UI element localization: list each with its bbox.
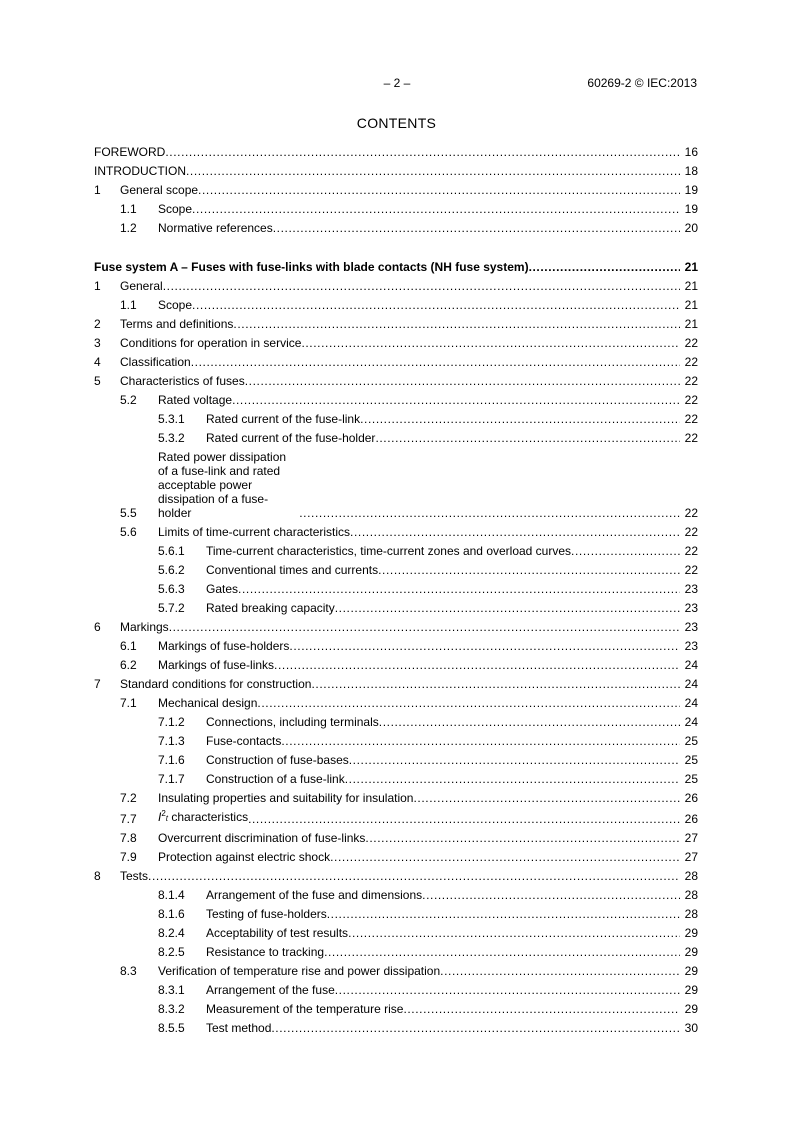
toc-entry-number: 7.1 — [120, 696, 137, 710]
toc-entry-page: 26 — [684, 812, 698, 826]
toc-dot-leader — [365, 831, 680, 845]
toc-dot-leader — [379, 715, 680, 729]
toc-entry-title: Testing of fuse-holders — [206, 907, 327, 921]
toc-entry-title: Acceptability of test results — [206, 926, 349, 940]
toc-entry[interactable] — [94, 658, 698, 677]
i2t-symbol-superscript: 2 — [161, 809, 166, 818]
document-reference: 60269-2 © IEC:2013 — [587, 76, 697, 90]
toc-entry[interactable] — [94, 355, 698, 374]
toc-entry[interactable] — [94, 869, 698, 888]
toc-entry-page: 22 — [684, 431, 698, 445]
toc-entry-title: Measurement of the temperature rise — [206, 1002, 404, 1016]
toc-entry-title: Verification of temperature rise and power dissipation — [158, 964, 441, 978]
toc-entry-title: Insulating properties and suitability for insulation — [158, 791, 414, 805]
toc-dot-leader — [349, 753, 680, 767]
toc-entry-number: 8.2.5 — [158, 945, 185, 959]
toc-entry-number: 5.5 — [120, 506, 137, 520]
toc-dot-leader — [233, 317, 680, 331]
toc-dot-leader — [335, 983, 680, 997]
toc-entry-page: 25 — [684, 734, 698, 748]
toc-entry-title: Fuse system A – Fuses with fuse-links with blade contacts (NH fuse system) — [94, 260, 529, 274]
toc-dot-leader — [335, 601, 680, 615]
toc-entry-number: 8.3.1 — [158, 983, 185, 997]
toc-entry-title: INTRODUCTION — [94, 164, 186, 178]
toc-entry-number: 1.2 — [120, 221, 137, 235]
toc-entry[interactable] — [94, 907, 698, 926]
toc-entry[interactable] — [94, 945, 698, 964]
toc-entry-page: 22 — [684, 393, 698, 407]
toc-entry-page: 28 — [684, 888, 698, 902]
toc-entry-title: Time-current characteristics, time-current zones and overload curves — [206, 544, 572, 558]
toc-entry[interactable] — [94, 431, 698, 450]
toc-entry-title: Rated current of the fuse-holder — [206, 431, 376, 445]
toc-entry-number: 8.1.4 — [158, 888, 185, 902]
toc-entry-page: 16 — [684, 145, 698, 159]
table-of-contents — [94, 145, 698, 1040]
toc-entry-number: 5 — [94, 374, 101, 388]
toc-entry-number: 7.9 — [120, 850, 137, 864]
toc-entry-title: Rated power dissipation of a fuse-link and rated acceptable power dissipation of a fuse-holder — [158, 450, 287, 520]
toc-section-gap — [94, 240, 698, 260]
toc-entry-title: Characteristics of fuses — [120, 374, 245, 388]
toc-entry[interactable] — [94, 164, 698, 183]
toc-entry[interactable] — [94, 831, 698, 850]
toc-entry-title — [158, 810, 248, 826]
toc-entry-page: 23 — [684, 620, 698, 634]
toc-entry-number: 3 — [94, 336, 101, 350]
toc-entry-title: Overcurrent discrimination of fuse-links — [158, 831, 366, 845]
toc-entry-page: 22 — [684, 506, 698, 520]
toc-entry[interactable] — [94, 374, 698, 393]
toc-dot-leader — [248, 812, 680, 826]
toc-entry-number: 8.1.6 — [158, 907, 185, 921]
toc-dot-leader — [311, 677, 680, 691]
toc-entry-number: 5.6.1 — [158, 544, 185, 558]
toc-entry[interactable] — [94, 734, 698, 753]
toc-dot-leader — [422, 888, 680, 902]
contents-title: CONTENTS — [356, 115, 437, 131]
toc-entry-number: 6.2 — [120, 658, 137, 672]
toc-entry-number: 7.1.2 — [158, 715, 185, 729]
toc-entry[interactable] — [94, 639, 698, 658]
toc-entry[interactable] — [94, 563, 698, 582]
toc-entry-page: 28 — [684, 869, 698, 883]
toc-dot-leader — [403, 1002, 680, 1016]
toc-entry-title: Classification — [120, 355, 191, 369]
toc-entry-title: General scope — [120, 183, 199, 197]
toc-dot-leader — [440, 964, 680, 978]
toc-entry-title: Markings — [120, 620, 169, 634]
i2t-symbol-base: I — [158, 810, 162, 824]
toc-entry-page: 29 — [684, 1002, 698, 1016]
toc-entry[interactable] — [94, 525, 698, 544]
toc-entry[interactable] — [94, 888, 698, 907]
toc-dot-leader — [257, 696, 680, 710]
toc-entry[interactable] — [94, 582, 698, 601]
toc-entry-page: 22 — [684, 563, 698, 577]
toc-entry-number: 5.3.2 — [158, 431, 185, 445]
toc-dot-leader — [232, 393, 680, 407]
toc-entry[interactable] — [94, 926, 698, 945]
toc-entry-title: Terms and definitions — [120, 317, 234, 331]
toc-dot-leader — [192, 202, 680, 216]
toc-entry-page: 19 — [684, 202, 698, 216]
toc-entry-title: Construction of fuse-bases — [206, 753, 349, 767]
toc-entry[interactable] — [94, 810, 698, 831]
toc-dot-leader — [571, 544, 680, 558]
toc-entry-number: 7.2 — [120, 791, 137, 805]
toc-entry-title: Markings of fuse-holders — [158, 639, 290, 653]
toc-entry[interactable] — [94, 393, 698, 412]
toc-entry[interactable] — [94, 317, 698, 336]
toc-entry-page: 22 — [684, 412, 698, 426]
toc-entry-page: 22 — [684, 355, 698, 369]
toc-entry-page: 29 — [684, 964, 698, 978]
toc-entry[interactable] — [94, 677, 698, 696]
toc-entry-number: 2 — [94, 317, 101, 331]
toc-dot-leader — [348, 926, 680, 940]
toc-entry[interactable] — [94, 850, 698, 869]
toc-entry-title: Mechanical design — [158, 696, 258, 710]
toc-entry-page: 26 — [684, 791, 698, 805]
toc-entry-page: 24 — [684, 677, 698, 691]
toc-entry-number: 6.1 — [120, 639, 137, 653]
toc-entry-number: 8.5.5 — [158, 1021, 185, 1035]
toc-entry-number: 8.3.2 — [158, 1002, 185, 1016]
toc-dot-leader — [413, 791, 680, 805]
toc-entry-page: 18 — [684, 164, 698, 178]
toc-dot-leader — [192, 298, 680, 312]
toc-dot-leader — [350, 525, 680, 539]
toc-entry-title: Rated current of the fuse-link — [206, 412, 361, 426]
toc-entry-number: 5.6.2 — [158, 563, 185, 577]
toc-dot-leader — [163, 279, 680, 293]
toc-entry-number: 6 — [94, 620, 101, 634]
toc-entry[interactable] — [94, 696, 698, 715]
toc-entry[interactable] — [94, 202, 698, 221]
toc-dot-leader — [375, 431, 680, 445]
toc-dot-leader — [378, 563, 680, 577]
toc-entry-title: Normative references — [158, 221, 273, 235]
toc-entry-number: 8 — [94, 869, 101, 883]
toc-entry-page: 28 — [684, 907, 698, 921]
toc-dot-leader — [238, 582, 680, 596]
toc-dot-leader — [301, 336, 680, 350]
toc-entry[interactable] — [94, 601, 698, 620]
toc-entry-page: 23 — [684, 639, 698, 653]
toc-dot-leader — [271, 1021, 680, 1035]
page-header — [0, 76, 793, 92]
toc-entry-page: 30 — [684, 1021, 698, 1035]
toc-entry-title: Gates — [206, 582, 239, 596]
toc-entry[interactable] — [94, 412, 698, 431]
toc-entry-page: 25 — [684, 772, 698, 786]
toc-entry[interactable] — [94, 753, 698, 772]
toc-entry-number: 1 — [94, 183, 101, 197]
toc-dot-leader — [289, 639, 680, 653]
toc-dot-leader — [345, 772, 680, 786]
toc-dot-leader — [191, 355, 680, 369]
toc-entry-page: 23 — [684, 582, 698, 596]
toc-dot-leader — [360, 412, 680, 426]
toc-entry-page: 29 — [684, 926, 698, 940]
toc-entry-title: Markings of fuse-links — [158, 658, 275, 672]
toc-entry-number: 7.1.3 — [158, 734, 185, 748]
toc-entry-title: Test method — [206, 1021, 272, 1035]
toc-entry-page: 22 — [684, 525, 698, 539]
toc-entry[interactable] — [94, 1002, 698, 1021]
toc-entry-number: 7.8 — [120, 831, 137, 845]
toc-entry[interactable] — [94, 260, 698, 279]
toc-entry-page: 21 — [684, 279, 698, 293]
toc-entry-title: Rated breaking capacity — [206, 601, 335, 615]
toc-entry[interactable] — [94, 145, 698, 164]
toc-entry[interactable] — [94, 983, 698, 1002]
toc-entry[interactable] — [94, 221, 698, 240]
toc-entry-page: 23 — [684, 601, 698, 615]
toc-entry-number: 5.6.3 — [158, 582, 185, 596]
toc-entry-number: 7 — [94, 677, 101, 691]
page-number: – 2 – — [383, 76, 411, 90]
toc-entry[interactable] — [94, 336, 698, 355]
toc-entry[interactable] — [94, 279, 698, 298]
toc-entry-page: 29 — [684, 983, 698, 997]
toc-entry[interactable] — [94, 544, 698, 563]
toc-dot-leader — [529, 260, 680, 274]
toc-entry-number: 4 — [94, 355, 101, 369]
toc-entry-page: 27 — [684, 831, 698, 845]
toc-entry[interactable] — [94, 964, 698, 983]
toc-dot-leader — [281, 734, 680, 748]
toc-entry-number: 5.3.1 — [158, 412, 185, 426]
toc-entry-number: 5.6 — [120, 525, 137, 539]
toc-entry-title: Rated voltage — [158, 393, 233, 407]
toc-entry-title-text: characteristics — [171, 810, 249, 824]
toc-entry-page: 29 — [684, 945, 698, 959]
toc-entry-title: Arrangement of the fuse — [206, 983, 335, 997]
toc-entry-page: 21 — [684, 260, 698, 274]
toc-entry-title: General — [120, 279, 163, 293]
toc-entry-page: 22 — [684, 544, 698, 558]
i2t-symbol-subscript: t — [165, 814, 169, 823]
toc-entry-title: Fuse-contacts — [206, 734, 282, 748]
toc-dot-leader — [274, 658, 680, 672]
toc-entry-page: 22 — [684, 374, 698, 388]
toc-entry-page: 22 — [684, 336, 698, 350]
toc-dot-leader — [169, 620, 680, 634]
toc-entry-number: 8.2.4 — [158, 926, 185, 940]
toc-entry-page: 25 — [684, 753, 698, 767]
toc-dot-leader — [324, 945, 680, 959]
toc-entry[interactable] — [94, 298, 698, 317]
toc-entry-number: 7.1.7 — [158, 772, 185, 786]
toc-entry-title: Scope — [158, 202, 193, 216]
toc-entry-title: FOREWORD — [94, 145, 166, 159]
toc-entry-title: Conditions for operation in service — [120, 336, 302, 350]
toc-entry[interactable] — [94, 620, 698, 639]
toc-entry-title: Resistance to tracking — [206, 945, 325, 959]
toc-entry-page: 20 — [684, 221, 698, 235]
toc-entry-title: Scope — [158, 298, 193, 312]
toc-entry-number: 7.1.6 — [158, 753, 185, 767]
toc-dot-leader — [148, 869, 680, 883]
toc-dot-leader — [273, 221, 680, 235]
toc-entry-number: 7.7 — [120, 812, 137, 826]
toc-entry-number: 1.1 — [120, 202, 137, 216]
toc-entry-page: 24 — [684, 715, 698, 729]
toc-dot-leader — [198, 183, 680, 197]
toc-dot-leader — [165, 145, 680, 159]
toc-entry-number: 1.1 — [120, 298, 137, 312]
toc-dot-leader — [186, 164, 680, 178]
toc-entry[interactable] — [94, 183, 698, 202]
toc-entry-number: 8.3 — [120, 964, 137, 978]
toc-entry-title: Standard conditions for construction — [120, 677, 312, 691]
toc-entry-number: 5.2 — [120, 393, 137, 407]
toc-entry[interactable] — [94, 772, 698, 791]
toc-entry-title: Protection against electric shock — [158, 850, 331, 864]
toc-entry-page: 19 — [684, 183, 698, 197]
toc-entry[interactable] — [94, 715, 698, 734]
toc-entry-title: Tests — [120, 869, 149, 883]
toc-entry-number: 1 — [94, 279, 101, 293]
toc-entry-title: Limits of time-current characteristics — [158, 525, 351, 539]
toc-dot-leader — [245, 374, 680, 388]
toc-entry-title: Arrangement of the fuse and dimensions — [206, 888, 423, 902]
toc-dot-leader — [330, 850, 680, 864]
toc-dot-leader — [299, 506, 680, 520]
toc-entry-title: Connections, including terminals — [206, 715, 379, 729]
toc-entry[interactable] — [94, 1021, 698, 1040]
toc-entry-title: Construction of a fuse-link — [206, 772, 345, 786]
toc-entry[interactable] — [94, 450, 698, 525]
toc-entry-page: 21 — [684, 317, 698, 331]
toc-entry[interactable] — [94, 791, 698, 810]
toc-entry-page: 27 — [684, 850, 698, 864]
toc-entry-title: Conventional times and currents — [206, 563, 379, 577]
toc-entry-page: 24 — [684, 658, 698, 672]
toc-dot-leader — [327, 907, 680, 921]
toc-entry-number: 5.7.2 — [158, 601, 185, 615]
toc-entry-page: 21 — [684, 298, 698, 312]
toc-entry-page: 24 — [684, 696, 698, 710]
